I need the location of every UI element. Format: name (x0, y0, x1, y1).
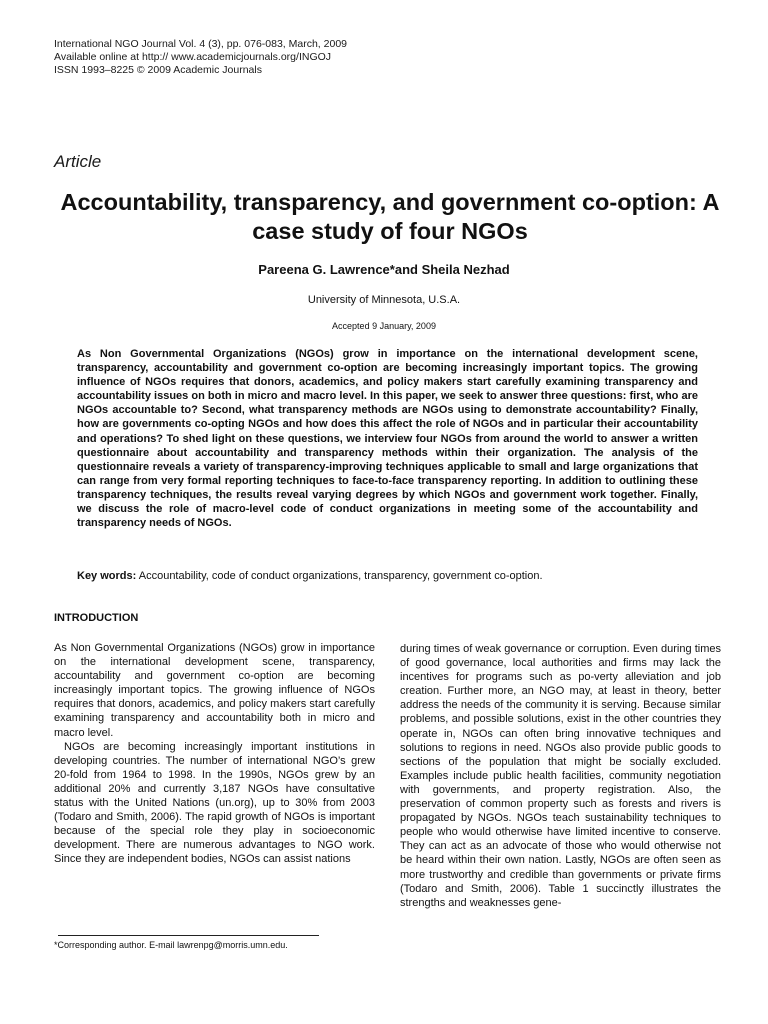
journal-availability: Available online at http:// www.academicjournals.org/INGOJ (54, 51, 332, 63)
authors: Pareena G. Lawrence*and Sheila Nezhad (258, 262, 510, 277)
abstract: As Non Governmental Organizations (NGOs) grow in importance on the international development scene, transparency, accountability and government co-option are becoming increasingly important topics. The growing influence of NGOs requires that donors, academics, and policy makers start carefully examining transparency and accountability issues on both in micro and macro level. In this paper, we seek to answer three questions: first, who are NGOs accountable to? Second, what transparency methods are NGOs using to demonstrate accountability? Finally, how are governments co-opting NGOs and how does this affect the role of NGOs and in particular their accountability and operations? To shed light on these questions, we interview four NGOs from around the world to answer a written questionnaire about accountability and transparency methods within their organization. The analysis of the questionnaire reveals a variety of transparency-improving techniques applicable to small and large organizations that can range from very formal reporting techniques to face-to-face transparency reporting. In addition to outlining these transparency techniques, the results reveal varying degrees by which NGOs and government work together. Finally, we discuss the role of macro-level code of conduct organizations in meeting some of the accountability and transparency needs of NGOs. (77, 348, 698, 530)
section-heading-introduction: INTRODUCTION (54, 612, 139, 624)
paper-title: Accountability, transparency, and government co-option: A case study of four NGOs (60, 189, 720, 244)
affiliation: University of Minnesota, U.S.A. (307, 294, 461, 306)
keywords-text: Accountability, code of conduct organizations, transparency, government co-option. (136, 570, 543, 582)
body-column-left (54, 641, 375, 867)
article-label: Article (54, 152, 102, 171)
footnote-divider (58, 935, 319, 936)
footnote-corresponding-author: *Corresponding author. E-mail lawrenpg@morris.umn.edu. (54, 940, 288, 950)
keywords (77, 569, 698, 583)
body-column-right (400, 642, 721, 910)
keywords-label: Key words: (77, 570, 137, 582)
intro-paragraph: As Non Governmental Organizations (NGOs) grow in importance on the international development scene, transparency, accountability and government co-option are becoming increasingly important topics. The growing influence of NGOs requires that donors, academics, and policy makers start carefully examining transparency and accountability both in micro and macro level. (54, 642, 375, 739)
accepted-date: Accepted 9 January, 2009 (332, 321, 436, 331)
journal-issn: ISSN 1993–8225 © 2009 Academic Journals (54, 64, 262, 76)
intro-paragraph: NGOs are becoming increasingly important institutions in developing countries. The number of international NGO’s grew 20-fold from 1964 to 1998. In the 1990s, NGOs grew by an additional 20% and currently 3,187 NGOs have consultative status with the United Nations (un.org), up to 30% from 2003 (Todaro and Smith, 2006). The rapid growth of NGOs is important because of the special role they play in socioeconomic development. There are numerous advantages to NGO work. Since they are independent bodies, NGOs can assist nations (54, 740, 375, 866)
journal-citation: International NGO Journal Vol. 4 (3), pp. 076-083, March, 2009 (54, 38, 348, 50)
intro-paragraph: during times of weak governance or corruption. Even during times of good governance, local authorities and firms may lack the incentives for programs such as po-verty alleviation and job creation. Further more, an NGO may, at least in theory, better address the needs of the community it is serving. Because similar problems, and possible solutions, exist in the other countries they operate in, NGOs can often bring innovative techniques and solutions to regions in need. NGOs also provide public goods to sections of the population that might be socially excluded. Examples include public health facilities, community negotiation with governments, and property registration. Also, the preservation of common property such as forests and rivers is propagated by NGOs. NGOs teach sustainability techniques to people who would otherwise have limited incentive to conserve. They can act as an advocate of those who would otherwise not be heard within their own nation. Lastly, NGOs are often seen as more trustworthy and credible than governments or private firms (Todaro and Smith, 2006). Table 1 succinctly illustrates the strengths and weaknesses gene- (400, 643, 721, 909)
